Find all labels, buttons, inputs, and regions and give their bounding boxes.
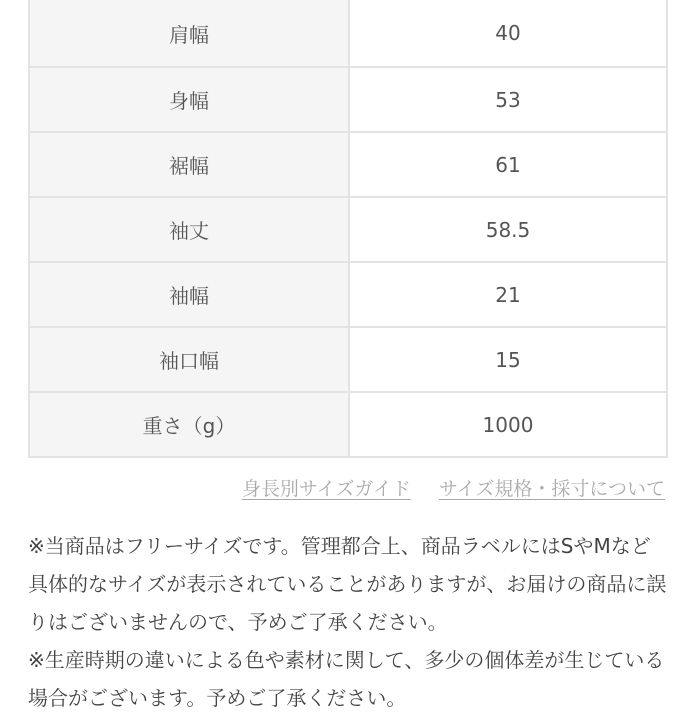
production-variance-note: ※生産時期の違いによる色や素材に関して、多少の個体差が生じている場合がございます。予めご了承ください。 xyxy=(28,648,665,710)
row-label-sleeve-width: 袖幅 xyxy=(29,262,349,327)
row-label-weight: 重さ（g） xyxy=(29,392,349,457)
table-row xyxy=(29,392,667,457)
product-notes xyxy=(28,527,668,717)
table-row xyxy=(29,327,667,392)
height-size-guide-link[interactable]: 身長別サイズガイド xyxy=(241,478,411,500)
row-value-weight: 1000 xyxy=(349,392,667,457)
table-row xyxy=(29,0,667,67)
row-value-hem-width: 61 xyxy=(349,132,667,197)
row-value-sleeve-width: 21 xyxy=(349,262,667,327)
row-label-shoulder-width: 肩幅 xyxy=(29,0,349,67)
free-size-note: ※当商品はフリーサイズです。管理都合上、商品ラベルにはSやMなど具体的なサイズが表示されていることがありますが、お届けの商品に誤りはございませんので、予めご了承ください。 xyxy=(28,534,667,634)
row-value-shoulder-width: 40 xyxy=(349,0,667,67)
row-label-sleeve-length: 袖丈 xyxy=(29,197,349,262)
row-value-sleeve-length: 58.5 xyxy=(349,197,667,262)
row-label-hem-width: 裾幅 xyxy=(29,132,349,197)
size-guide-links xyxy=(242,474,665,501)
row-value-cuff-width: 15 xyxy=(349,327,667,392)
row-value-body-width: 53 xyxy=(349,67,667,132)
size-table xyxy=(28,0,668,458)
table-row xyxy=(29,132,667,197)
table-row xyxy=(29,197,667,262)
table-row xyxy=(29,67,667,132)
row-label-body-width: 身幅 xyxy=(29,67,349,132)
table-row xyxy=(29,262,667,327)
row-label-cuff-width: 袖口幅 xyxy=(29,327,349,392)
size-spec-link[interactable]: サイズ規格・採寸について xyxy=(438,478,665,500)
